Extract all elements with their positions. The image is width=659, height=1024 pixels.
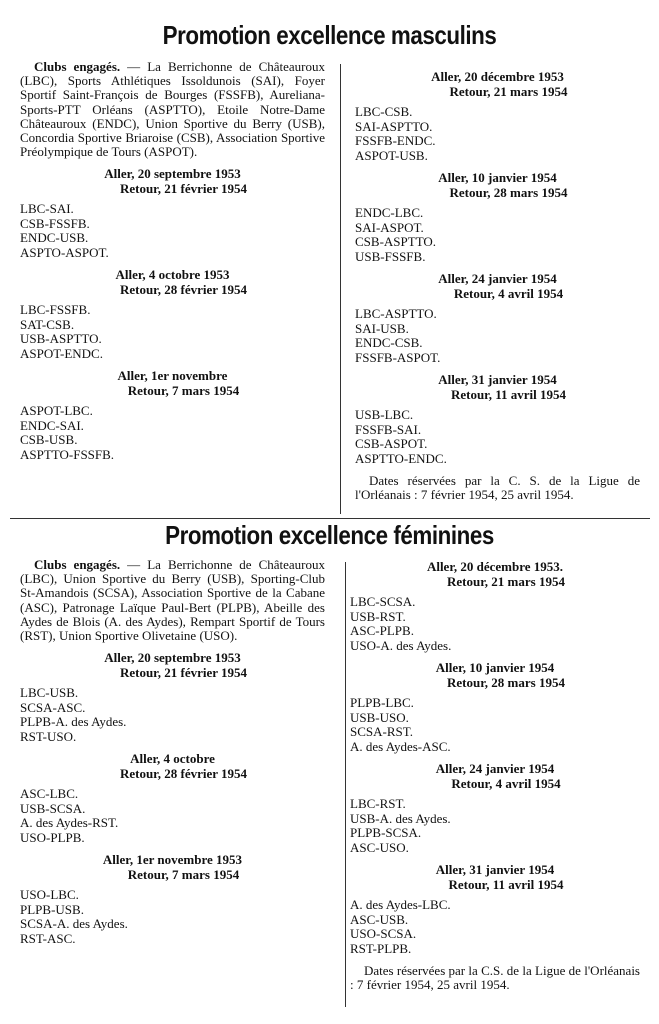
match-item: A. des Aydes-RST. — [20, 815, 119, 831]
match-item: LBC-SAI. — [20, 201, 74, 217]
match-item: USB-RST. — [350, 608, 406, 624]
match-item: RST-PLPB. — [350, 940, 412, 956]
match-item: LBC-RST. — [350, 796, 406, 811]
match-item: ASPOT-ENDC. — [20, 345, 103, 361]
match-list — [350, 797, 640, 855]
match-item: ASPTTO-FSSFB. — [20, 446, 115, 462]
match-item: PLPB-LBC. — [350, 695, 414, 710]
match-item: LBC-FSSFB. — [20, 302, 91, 318]
match-item: FSSFB-SAI. — [355, 421, 422, 437]
match-item: ASC-LBC. — [20, 786, 79, 802]
match-list — [20, 202, 325, 260]
match-item: ASC-USO. — [350, 839, 409, 855]
round-heading: Aller, 20 décembre 1953. Retour, 21 mars 1954 — [426, 559, 565, 589]
round-heading: Aller, 1er novembre Retour, 7 mars 1954 — [117, 368, 240, 398]
match-item: ASPOT-USB. — [355, 147, 428, 163]
masculins-right-column — [355, 70, 640, 501]
feminines-right-column — [350, 560, 640, 991]
match-list — [20, 888, 325, 946]
match-item: USO-A. des Aydes. — [350, 637, 452, 653]
match-item: ASPTO-ASPOT. — [20, 244, 109, 260]
masculins-left-column — [20, 60, 325, 470]
match-item: A. des Aydes-LBC. — [350, 897, 451, 912]
match-item: SAI-USB. — [355, 320, 409, 336]
match-item: CSB-ASPOT. — [355, 436, 428, 451]
round-heading: Aller, 4 octobre Retour, 28 février 1954 — [119, 751, 248, 781]
match-item: ENDC-SAI. — [20, 417, 84, 433]
round-heading: Aller, 20 septembre 1953 Retour, 21 février 1954 — [104, 650, 248, 680]
clubs-paragraph: Clubs engagés. — La Berrichonne de Châteauroux (LBC), Union Sportive du Berry (USB), Sporting-Club St-Amandois (SCSA), Association Sportive de la Cabane (ASC), Patronage Laïque Paul-Bert (PLPB), Abeille des Aydes de Blois (A. des Aydes), Rempart Sportif de Tours (RST), Union Sportive Olivetaine (USO). — [20, 557, 325, 644]
match-item: USO-LBC. — [20, 887, 79, 903]
match-item: ASPTTO-ENDC. — [355, 450, 447, 466]
match-item: ASC-USB. — [350, 911, 409, 927]
round-heading: Aller, 1er novembre 1953 Retour, 7 mars 1954 — [102, 852, 243, 882]
match-item: LBC-USB. — [20, 685, 79, 701]
match-item: LBC-CSB. — [355, 104, 413, 119]
match-list — [355, 105, 640, 163]
match-item: LBC-SCSA. — [350, 594, 416, 609]
match-item: USB-LBC. — [355, 407, 414, 422]
match-item: PLPB-USB. — [20, 901, 84, 917]
round-heading: Aller, 20 décembre 1953 Retour, 21 mars 1954 — [431, 69, 568, 99]
column-divider — [345, 562, 346, 1007]
match-item: A. des Aydes-ASC. — [350, 738, 451, 754]
match-list — [355, 408, 640, 466]
match-item: ENDC-USB. — [20, 230, 89, 246]
match-item: ASPOT-LBC. — [20, 403, 93, 419]
match-list — [20, 686, 325, 744]
match-item: RST-USO. — [20, 728, 77, 744]
match-item: PLPB-SCSA. — [350, 825, 422, 840]
round-heading: Aller, 10 janvier 1954 Retour, 28 mars 1954 — [435, 660, 565, 690]
match-list — [355, 206, 640, 264]
round-heading: Aller, 10 janvier 1954 Retour, 28 mars 1954 — [438, 170, 568, 200]
match-item: USB-USO. — [350, 709, 409, 725]
match-list — [20, 404, 325, 462]
section-title-feminines: Promotion excellence féminines — [165, 520, 494, 550]
match-item: SAT-CSB. — [20, 316, 75, 332]
round-heading: Aller, 20 septembre 1953 Retour, 21 février 1954 — [104, 166, 248, 196]
match-item: USB-FSSFB. — [355, 248, 426, 264]
section-divider — [10, 518, 650, 519]
reserved-dates-note: Dates réservées par la C. S. de la Ligue de l'Orléanais : 7 février 1954, 25 avril 1954. — [355, 473, 640, 502]
reserved-dates-note: Dates réservées par la C.S. de la Ligue de l'Orléanais : 7 février 1954, 25 avril 1954. — [350, 963, 640, 992]
round-heading: Aller, 4 octobre 1953 Retour, 28 février 1954 — [115, 267, 248, 297]
match-list — [350, 696, 640, 754]
round-heading: Aller, 24 janvier 1954 Retour, 4 avril 1954 — [438, 271, 564, 301]
match-list — [350, 898, 640, 956]
section-title-masculins: Promotion excellence masculins — [162, 20, 497, 50]
match-item: USB-ASPTTO. — [20, 331, 102, 347]
column-divider — [340, 64, 341, 514]
round-heading: Aller, 31 janvier 1954 Retour, 11 avril 1954 — [438, 372, 567, 402]
feminines-left-column — [20, 558, 325, 954]
match-item: SCSA-A. des Aydes. — [20, 916, 128, 932]
round-heading: Aller, 24 janvier 1954 Retour, 4 avril 1954 — [435, 761, 561, 791]
match-item: CSB-ASPTTO. — [355, 234, 437, 249]
match-item: ASC-PLPB. — [350, 623, 414, 638]
match-list — [355, 307, 640, 365]
match-item: USO-PLPB. — [20, 829, 85, 845]
match-item: LBC-ASPTTO. — [355, 306, 437, 321]
match-item: ENDC-LBC. — [355, 205, 424, 220]
round-heading: Aller, 31 janvier 1954 Retour, 11 avril 1954 — [435, 862, 564, 892]
match-item: SAI-ASPTTO. — [355, 118, 433, 134]
match-item: SCSA-RST. — [350, 724, 413, 739]
clubs-paragraph: Clubs engagés. — La Berrichonne de Châteauroux (LBC), Sports Athlétiques Issoldunois (SAI), Foyer Sportif Saint-François de Bourges (FSSFB), Aureliana-Sports-PTT Orléans (ASPTTO), Etoile Notre-Dame Châteauroux (ENDC), Union Sportive du Berry (USB), Concordia Sportive Briaroise (CSB), Association Sportive Préolympique de Tours (ASPOT). — [20, 59, 325, 160]
match-item: RST-ASC. — [20, 930, 76, 946]
match-item: USO-SCSA. — [350, 926, 417, 941]
match-item: SCSA-ASC. — [20, 699, 86, 715]
match-item: USB-SCSA. — [20, 800, 86, 816]
match-list — [20, 787, 325, 845]
match-item: PLPB-A. des Aydes. — [20, 714, 127, 730]
match-item: ENDC-CSB. — [355, 335, 423, 350]
match-list — [20, 303, 325, 361]
match-item: USB-A. des Aydes. — [350, 810, 451, 826]
match-item: CSB-FSSFB. — [20, 215, 90, 231]
match-item: FSSFB-ENDC. — [355, 133, 436, 148]
match-item: FSSFB-ASPOT. — [355, 349, 441, 365]
match-item: SAI-ASPOT. — [355, 219, 424, 235]
match-item: CSB-USB. — [20, 432, 78, 448]
match-list — [350, 595, 640, 653]
